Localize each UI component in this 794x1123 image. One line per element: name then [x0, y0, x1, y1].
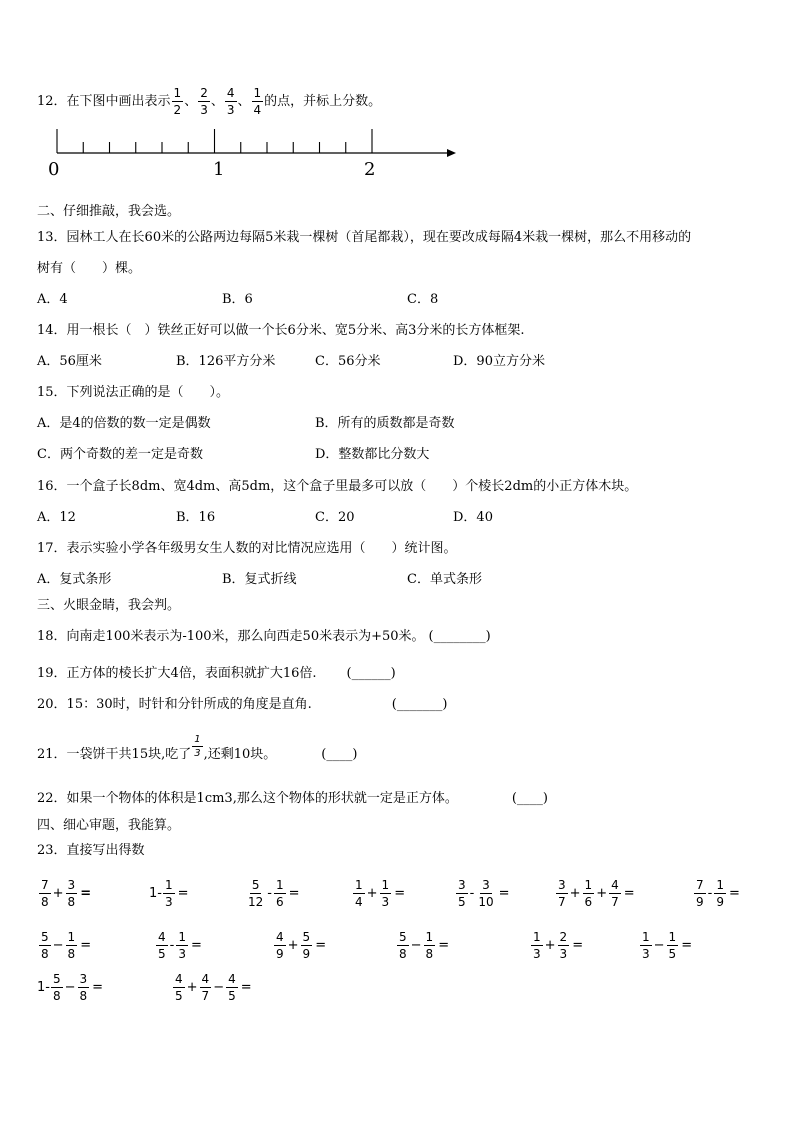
calc-5-8-minus-1-8-a: $\frac{5}{8}$ − $\frac{1}{8}$ =	[41, 930, 92, 961]
q21-fraction-1-3: $\frac{1}{3}$	[194, 734, 201, 759]
number-line-label-0: 0	[48, 159, 60, 180]
q16-option-d[interactable]: D．40	[453, 510, 493, 525]
q15-option-c[interactable]: C．两个奇数的差一定是奇数	[37, 447, 203, 462]
fraction-1-2: $\frac{1}{2}$	[173, 86, 182, 117]
question-13-line-2: 树有（ ）棵。	[37, 261, 142, 276]
calc-1-4-plus-1-3: $\frac{1}{4}$ + $\frac{1}{3}$ =	[355, 878, 406, 909]
question-13-line-1: 13．园林工人在长60米的公路两边每隔5米栽一棵树（首尾都栽），现在要改成每隔4米栽一棵树，那么不用移动的	[37, 230, 692, 245]
calc-4-9-plus-5-9: $\frac{4}{9}$ + $\frac{5}{9}$ =	[276, 930, 327, 961]
fraction-4-3: $\frac{4}{3}$	[226, 86, 235, 117]
q17-option-a[interactable]: A．复式条形	[37, 572, 112, 587]
answer-blank-22[interactable]: (____)	[511, 791, 548, 806]
q17-option-c[interactable]: C．单式条形	[407, 572, 482, 587]
calc-5-8-minus-1-8-b: $\frac{5}{8}$ − $\frac{1}{8}$ =	[399, 930, 450, 961]
section-4-heading: 四、细心审题，我能算。	[37, 818, 181, 833]
fraction-1-4: $\frac{1}{4}$	[253, 86, 262, 117]
question-19: 19．正方体的棱长扩大4倍，表面积就扩大16倍. (______)	[37, 666, 396, 681]
question-20: 20．15：30时，时针和分针所成的角度是直角. (_______)	[37, 697, 448, 712]
question-15: 15．下列说法正确的是（ ）。	[37, 385, 230, 400]
q15-option-b[interactable]: B．所有的质数都是奇数	[315, 416, 455, 431]
q13-option-b[interactable]: B．6	[222, 292, 253, 307]
calc-1-3-plus-2-3: $\frac{1}{3}$ + $\frac{2}{3}$ =	[533, 930, 584, 961]
calc-7-9-minus-1-9: $\frac{7}{9}$ - $\frac{1}{9}$ =	[696, 878, 740, 909]
question-12: 12．在下图中画出表示 $\frac{1}{2}$ 、 $\frac{2}{3}$ 、 $\frac{4}{3}$ 、 $\frac{1}{4}$ 的点，并标上分数。	[37, 86, 382, 117]
calc-3-5-minus-3-10: $\frac{3}{5}$ - $\frac{3}{10}$ =	[458, 878, 510, 909]
answer-blank-19[interactable]: (______)	[346, 666, 396, 681]
q16-option-a[interactable]: A．12	[37, 510, 76, 525]
q17-option-b[interactable]: B．复式折线	[222, 572, 297, 587]
calc-1-minus-5-8-minus-3-8: 1- $\frac{5}{8}$ − $\frac{3}{8}$ =	[37, 972, 104, 1003]
question-22: 22．如果一个物体的体积是1cm3,那么这个物体的形状就一定是正方体。 (____)	[37, 791, 548, 806]
calc-5-12-minus-1-6: $\frac{5}{12}$ - $\frac{1}{6}$ =	[248, 878, 300, 909]
calc-4-5-minus-1-3: $\frac{4}{5}$ - $\frac{1}{3}$ =	[158, 930, 202, 961]
fraction-2-3: $\frac{2}{3}$	[200, 86, 208, 117]
calc-4-5-plus-4-7-minus-4-5: $\frac{4}{5}$ + $\frac{4}{7}$ − $\frac{4}{5}$ =	[175, 972, 252, 1003]
question-18: 18．向南走100米表示为-100米，那么向西走50米表示为+50米。 (________)	[37, 629, 491, 644]
question-17: 17．表示实验小学各年级男女生人数的对比情况应选用（ ）统计图。	[37, 541, 457, 556]
section-3-heading: 三、火眼金睛，我会判。	[37, 598, 181, 613]
q12-text-before: 12．在下图中画出表示	[37, 94, 171, 109]
arrow-head-icon	[447, 149, 456, 157]
number-line-label-1: 1	[213, 159, 225, 180]
calc-1-minus-1-3: 1- $\frac{1}{3}$ =	[149, 878, 189, 909]
question-14: 14．用一根长（ ）铁丝正好可以做一个长6分米、宽5分米、高3分米的长方体框架.	[37, 323, 525, 338]
q16-option-c[interactable]: C．20	[315, 510, 355, 525]
number-line	[40, 120, 470, 182]
number-line-ticks	[57, 129, 372, 153]
q13-option-c[interactable]: C．8	[407, 292, 439, 307]
q14-option-b[interactable]: B．126平方分米	[176, 354, 276, 369]
question-16: 16．一个盒子长8dm、宽4dm、高5dm，这个盒子里最多可以放（ ）个棱长2dm的小正方体木块。	[37, 479, 638, 494]
section-2-heading: 二、仔细推敲，我会选。	[37, 204, 181, 219]
q13-option-a[interactable]: A．4	[37, 292, 68, 307]
question-21: 21．一袋饼干共15块,吃了 $\frac{1}{3}$ ,还剩10块。 (____)	[37, 734, 358, 762]
calc-1-3-minus-1-5: $\frac{1}{3}$ − $\frac{1}{5}$ =	[642, 930, 693, 961]
q14-option-a[interactable]: A．56厘米	[37, 354, 102, 369]
q14-option-d[interactable]: D．90立方分米	[453, 354, 545, 369]
q15-option-d[interactable]: D．整数都比分数大	[315, 447, 430, 462]
answer-blank-21[interactable]: (____)	[321, 747, 358, 762]
answer-blank-18[interactable]: (________)	[428, 629, 491, 644]
q15-option-a[interactable]: A．是4的倍数的数一定是偶数	[37, 416, 211, 431]
number-line-label-2: 2	[364, 159, 376, 180]
q14-option-c[interactable]: C．56分米	[315, 354, 381, 369]
q16-option-b[interactable]: B．16	[176, 510, 216, 525]
calc-3-7-plus-1-6-plus-4-7: $\frac{3}{7}$ + $\frac{1}{6}$ + $\frac{4}{7}$ =	[558, 878, 635, 909]
question-23-title: 23．直接写出得数	[37, 843, 145, 858]
answer-blank-20[interactable]: (_______)	[391, 697, 448, 712]
q12-text-after: 的点，并标上分数。	[264, 94, 382, 109]
calc-7-8-plus-3-8: $\frac{7}{8}$ + $\frac{3}{8}$ =	[41, 878, 92, 909]
